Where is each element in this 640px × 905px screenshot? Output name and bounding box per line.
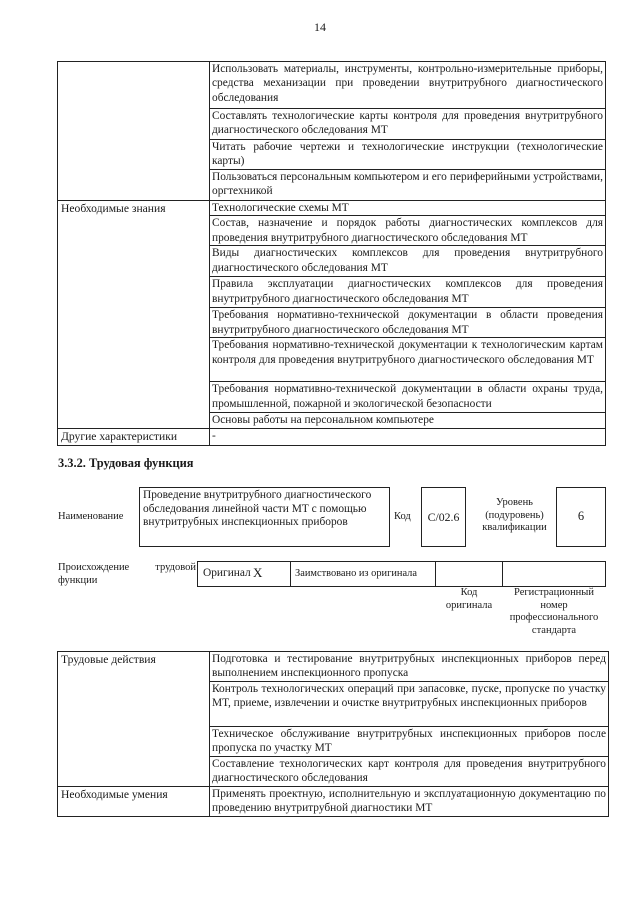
code-box xyxy=(421,487,466,547)
table-cell: Пользоваться персональным компьютером и его периферийными устройствами, оргтехникой xyxy=(210,170,606,201)
reg-number-caption: Регистрационный номер профессионального стандарта xyxy=(509,587,599,636)
origin-code-caption: Код оригинала xyxy=(445,587,493,611)
original-label: Оригинал xyxy=(203,567,251,579)
table-cell: Требования нормативно-технической документации к технологическим картам контроля для проведения внутритрубного диагностического обследования МТ xyxy=(210,338,606,382)
labor-actions-table xyxy=(57,651,609,817)
table-cell: Виды диагностических комплексов для проведения внутритрубного диагностического обследования МТ xyxy=(210,246,606,277)
level-value: 6 xyxy=(577,509,585,523)
divider xyxy=(435,561,436,586)
table-cell: Составление технологических карт контроля для проведения внутритрубного диагностического обследования xyxy=(210,757,609,787)
table-label-cell: Необходимые знания xyxy=(58,201,210,429)
table-cell: Подготовка и тестирование внутритрубных инспекционных приборов перед выполнением инспекционного пропуска xyxy=(210,652,609,682)
table-cell: - xyxy=(210,428,606,445)
table-cell: Применять проектную, исполнительную и эксплуатационную документацию по проведению внутритрубной диагностики МТ xyxy=(210,787,609,817)
table-label-cell: Трудовые действия xyxy=(58,652,210,787)
table-cell: Контроль технологических операций при запасовке, пуске, пропуске по участку МТ, приеме, извлечении и очистке внутритрубных инспекционных приборов xyxy=(210,682,609,727)
name-box xyxy=(139,487,390,547)
original-mark: Х xyxy=(253,565,263,580)
table-cell: Требования нормативно-технической документации в области проведения внутритрубного диагностического обследования МТ xyxy=(210,308,606,338)
table-cell: Читать рабочие чертежи и технологические инструкции (технологические карты) xyxy=(210,140,606,170)
level-box xyxy=(556,487,606,547)
borrowed-label: Заимствовано из оригинала xyxy=(295,568,417,579)
table-cell: Использовать материалы, инструменты, контрольно-измерительные приборы, средства механизации при проведении внутритрубного диагностического обследования xyxy=(210,62,606,109)
table-cell: Составлять технологические карты контроля для проведения внутритрубного диагностического обследования МТ xyxy=(210,109,606,140)
table-cell: Основы работы на персональном компьютере xyxy=(210,413,606,428)
table-cell: Техническое обслуживание внутритрубных инспекционных приборов после пропуска по участку МТ xyxy=(210,727,609,757)
table-cell: Состав, назначение и порядок работы диагностических комплексов для проведения внутритрубного диагностического обследования МТ xyxy=(210,216,606,246)
table-cell: Правила эксплуатации диагностических комплексов для проведения внутритрубного диагностического обследования МТ xyxy=(210,277,606,308)
level-label: Уровень (подуровень) квалификации xyxy=(482,497,547,533)
skills-knowledge-table xyxy=(57,61,606,446)
table-label-cell: Необходимые умения xyxy=(58,787,210,817)
divider xyxy=(502,561,503,586)
table-cell: Технологические схемы МТ xyxy=(210,201,606,216)
section-heading: 3.3.2. Трудовая функция xyxy=(58,456,194,470)
name-label: Наименование xyxy=(58,511,124,522)
divider xyxy=(290,561,291,586)
origin-label: Происхождение трудовой функции xyxy=(58,562,196,586)
function-name: Проведение внутритрубного диагностического обследования линейной части МТ с помощью внутритрубных инспекционных приборов xyxy=(143,489,372,528)
table-label-cell xyxy=(58,62,210,201)
table-cell: Требования нормативно-технической документации в области охраны труда, промышленной, пожарной и экологической безопасности xyxy=(210,382,606,413)
table-label-cell: Другие характеристики xyxy=(58,428,210,445)
page-number: 14 xyxy=(314,20,326,34)
code-label: Код xyxy=(394,511,411,522)
code-value: С/02.6 xyxy=(427,510,460,524)
